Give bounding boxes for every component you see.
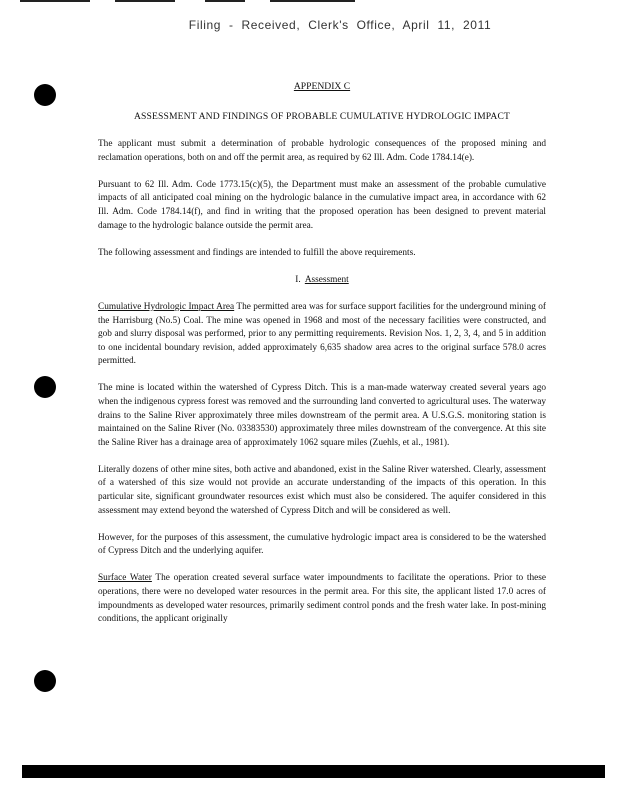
top-scan-edge (20, 0, 360, 3)
paragraph-applicant-requirement: The applicant must submit a determination of probable hydrologic consequences of the proposed mining and reclamation operations, both on and off the permit area, as required by 62 Ill. Adm. Code 1784.14(e). (98, 139, 546, 163)
paragraph-surface-water (98, 572, 546, 626)
paragraph-cumulative-area (98, 301, 546, 369)
section-number: I. (295, 274, 301, 285)
paragraph-impact-area-definition: However, for the purposes of this assessment, the cumulative hydrologic impact area is considered to be the watershed of Cypress Ditch and the underlying aquifer. (98, 532, 546, 557)
section-heading (98, 274, 546, 288)
paragraph-department-assessment: Pursuant to 62 Ill. Adm. Code 1773.15(c)(5), the Department must make an assessment of the probable cumulative impacts of all anticipated coal mining on the hydrologic balance in the cumulative impact area, in accordance with 62 Ill. Adm. Code 1784.14(f), and find in writing that the proposed operation has been designed to prevent material damage to the hydrologic balance outside the permit area. (98, 179, 546, 231)
document-body (98, 80, 546, 640)
bottom-scan-bar (22, 765, 605, 778)
filing-stamp-header: Filing - Received, Clerk's Office, April 11, 2011 (188, 18, 492, 32)
cumulative-area-heading: Cumulative Hydrologic Impact Area (98, 301, 235, 312)
surface-water-heading: Surface Water (98, 573, 152, 584)
binder-hole-bottom (34, 670, 56, 692)
paragraph-other-mines: Literally dozens of other mine sites, both active and abandoned, exist in the Saline River watershed. Clearly, assessment of a watershed of this size would not provide an accurate understanding of the impacts of this operation. In this particular site, significant groundwater resources exist which must also be considered. The aquifer considered in this assessment may extend beyond the watershed of Cypress Ditch and will be considered as well. (98, 464, 546, 516)
binder-hole-top (34, 84, 56, 106)
cumulative-area-text: The permitted area was for surface support facilities for the underground mining of the Harrisburg (No.5) Coal. The mine was opened in 1968 and most of the necessary facilities were constructed, and gob and slurry disposal was performed, prior to any permitting requirements. Revision Nos. 1, 2, 3, 4, and 5 in addition to one incidental boundary revision, added approximately 6,635 shadow area acres to the original surface 578.0 acres permitted. (98, 301, 546, 367)
section-title: Assessment (304, 274, 349, 285)
surface-water-text: The operation created several surface water impoundments to facilitate the operations. Prior to these operations, there were no developed water resources in the permit area. For this site, the applicant listed 17.0 acres of impoundments as developed water resources, primarily sediment control ponds and the fresh water lake. In post-mining conditions, the applicant originally (98, 573, 547, 625)
appendix-label: APPENDIX C (293, 81, 351, 92)
paragraph-watershed: The mine is located within the watershed of Cypress Ditch. This is a man-made waterway created several years ago when the indigenous cypress forest was removed and the surrounding land converted to agricultural uses. The waterway drains to the Saline River approximately three miles downstream of the permit area. A U.S.G.S. monitoring station is maintained on the Saline River (No. 03383530) approximately three miles downstream of the convergence. At this site the Saline River has a drainage area of approximately 1062 square miles (Zuehls, et al., 1981). (98, 383, 546, 448)
paragraph-intent: The following assessment and findings are intended to fulfill the above requirements. (98, 247, 416, 258)
document-title: ASSESSMENT AND FINDINGS OF PROBABLE CUMULATIVE HYDROLOGIC IMPACT (133, 110, 511, 122)
binder-hole-middle (34, 376, 56, 398)
